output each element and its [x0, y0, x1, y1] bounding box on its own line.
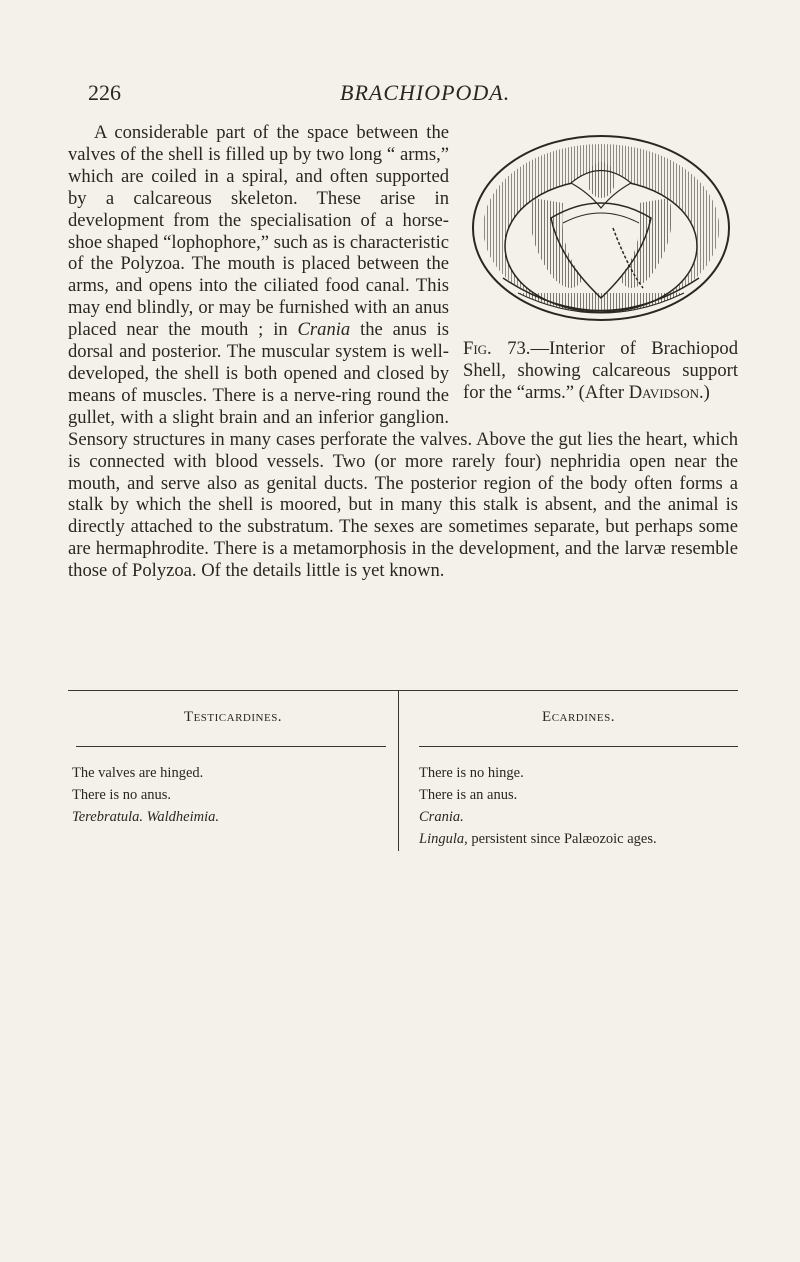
- page-number: 226: [88, 80, 121, 105]
- table-cell-italic: Lingula: [419, 831, 465, 847]
- caption-close: .): [698, 381, 710, 403]
- table-column-left: [68, 691, 398, 851]
- table-cell: Crania.: [419, 809, 464, 825]
- brachiopod-shell-illustration: [463, 128, 738, 328]
- figure: [463, 128, 738, 404]
- paragraph-start: A considerable part of the space between the valves of the shell is filled up by two long “ arms,” which are coiled in a spiral, and often supported by a calcareous skeleton. These arise in development from the specialisation of a horse-shoe shaped “lophophore,” such as is characteristic of the Polyzoa. The mouth is placed between the arms, and opens into the ciliated food canal. This may end blindly, or may be furnished with an anus placed near the mouth ; in: [68, 122, 449, 341]
- paragraph-end: the anus is dorsal and posterior. The muscular system is well-developed, the shell is both opened and closed by means of muscles. There is a nerve-ring round the gullet, with a slight brain and an inferior ganglion. Sensory structures in many cases perforate the valves. Above the gut lies the heart, which is connected with blood vessels. Two (or more rarely four) nephridia open near the mouth, and serve also as genital ducts. The posterior region of the body often forms a stalk by which the shell is moored, but in many this stalk is absent, and the animal is directly attached to the substratum. The sexes are sometimes separate, but perhaps some are hermaphrodite. There is a metamorphosis in the development, and the larvæ resemble those of Polyzoa. Of the details little is yet known.: [68, 319, 738, 582]
- caption-text: —Interior of Brachiopod Shell, showing calcareous support for the “arms.” (After: [463, 338, 738, 403]
- table-cell: Terebratula. Waldheimia.: [72, 809, 220, 825]
- heading-rule-left: [76, 746, 386, 747]
- caption-label: Fig. 73.: [463, 338, 531, 359]
- heading-rule-right: [419, 746, 738, 747]
- table-column-right: [398, 691, 738, 851]
- table-cell-rest: , persistent since Palæozoic ages.: [464, 831, 657, 847]
- figure-caption: [463, 338, 738, 404]
- caption-author: Davidson: [628, 381, 699, 403]
- table-cell: There is an anus.: [419, 787, 518, 803]
- table-cell: There is no anus.: [72, 787, 172, 803]
- running-title: BRACHIOPODA.: [340, 80, 511, 105]
- table-cell: There is no hinge.: [419, 765, 524, 781]
- table-cell: The valves are hinged.: [72, 765, 204, 781]
- comparison-table: [68, 690, 738, 851]
- body-text: [68, 122, 738, 582]
- column-heading-left: Testicardines.: [183, 709, 283, 725]
- paragraph-italic-term: Crania: [297, 319, 351, 341]
- column-heading-right: Ecardines.: [542, 709, 615, 725]
- table-cell: [419, 829, 738, 849]
